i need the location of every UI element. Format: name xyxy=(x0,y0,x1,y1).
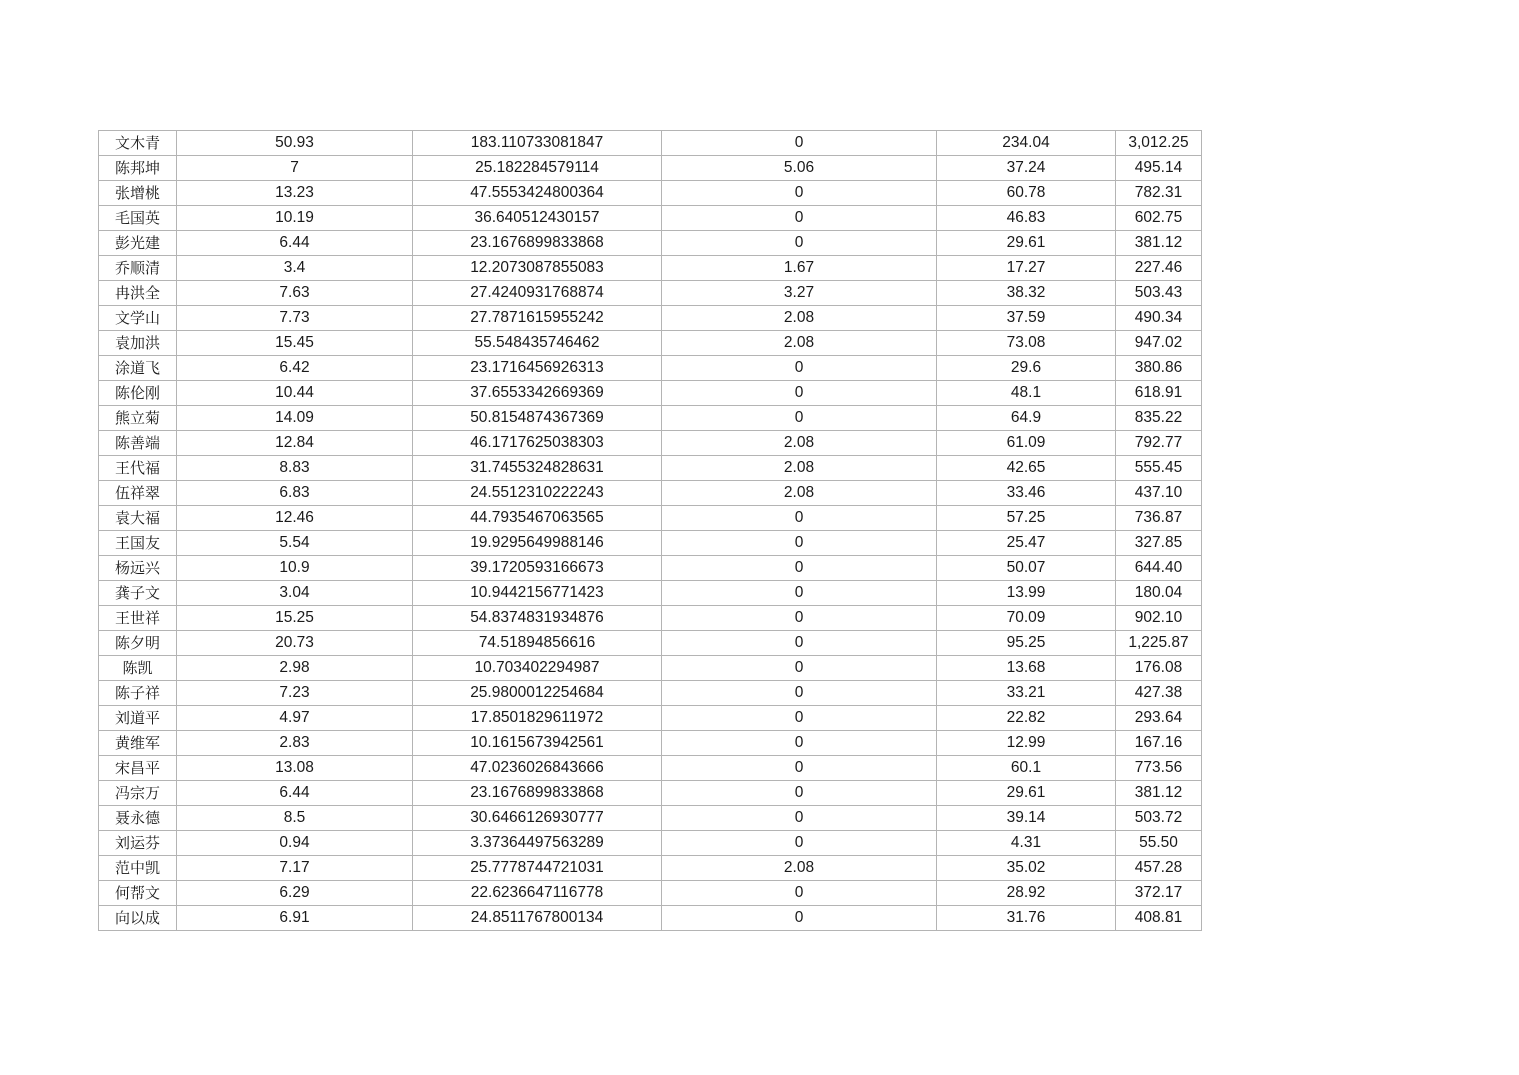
value-cell-5: 372.17 xyxy=(1116,881,1202,906)
value-cell-2: 23.1676899833868 xyxy=(413,781,662,806)
name-cell: 乔顺清 xyxy=(99,256,177,281)
value-cell-3: 2.08 xyxy=(662,306,937,331)
name-cell: 刘运芬 xyxy=(99,831,177,856)
value-cell-2: 25.7778744721031 xyxy=(413,856,662,881)
value-cell-2: 54.8374831934876 xyxy=(413,606,662,631)
value-cell-4: 46.83 xyxy=(937,206,1116,231)
value-cell-4: 29.61 xyxy=(937,781,1116,806)
value-cell-4: 33.46 xyxy=(937,481,1116,506)
value-cell-3: 0 xyxy=(662,556,937,581)
name-cell: 王国友 xyxy=(99,531,177,556)
name-cell: 张增桃 xyxy=(99,181,177,206)
value-cell-1: 7.17 xyxy=(177,856,413,881)
value-cell-1: 14.09 xyxy=(177,406,413,431)
table-row xyxy=(99,306,1202,331)
value-cell-4: 12.99 xyxy=(937,731,1116,756)
value-cell-5: 180.04 xyxy=(1116,581,1202,606)
value-cell-5: 902.10 xyxy=(1116,606,1202,631)
value-cell-4: 48.1 xyxy=(937,381,1116,406)
name-cell: 聂永德 xyxy=(99,806,177,831)
value-cell-1: 15.25 xyxy=(177,606,413,631)
value-cell-1: 13.23 xyxy=(177,181,413,206)
name-cell: 何帮文 xyxy=(99,881,177,906)
name-cell: 熊立菊 xyxy=(99,406,177,431)
value-cell-1: 15.45 xyxy=(177,331,413,356)
value-cell-5: 835.22 xyxy=(1116,406,1202,431)
table-row xyxy=(99,281,1202,306)
value-cell-3: 0 xyxy=(662,706,937,731)
name-cell: 彭光建 xyxy=(99,231,177,256)
value-cell-3: 1.67 xyxy=(662,256,937,281)
table-row xyxy=(99,881,1202,906)
value-cell-1: 13.08 xyxy=(177,756,413,781)
value-cell-1: 2.98 xyxy=(177,656,413,681)
value-cell-3: 2.08 xyxy=(662,856,937,881)
value-cell-3: 0 xyxy=(662,756,937,781)
name-cell: 刘道平 xyxy=(99,706,177,731)
value-cell-4: 64.9 xyxy=(937,406,1116,431)
value-cell-5: 644.40 xyxy=(1116,556,1202,581)
value-cell-5: 1,225.87 xyxy=(1116,631,1202,656)
value-cell-2: 24.5512310222243 xyxy=(413,481,662,506)
value-cell-5: 503.43 xyxy=(1116,281,1202,306)
value-cell-3: 0 xyxy=(662,806,937,831)
value-cell-5: 457.28 xyxy=(1116,856,1202,881)
value-cell-3: 0 xyxy=(662,231,937,256)
value-cell-2: 183.110733081847 xyxy=(413,131,662,156)
value-cell-2: 37.6553342669369 xyxy=(413,381,662,406)
value-cell-1: 6.42 xyxy=(177,356,413,381)
table-row xyxy=(99,856,1202,881)
value-cell-4: 38.32 xyxy=(937,281,1116,306)
value-cell-1: 6.44 xyxy=(177,781,413,806)
value-cell-1: 12.46 xyxy=(177,506,413,531)
value-cell-2: 10.1615673942561 xyxy=(413,731,662,756)
table-row xyxy=(99,331,1202,356)
value-cell-5: 293.64 xyxy=(1116,706,1202,731)
value-cell-1: 10.9 xyxy=(177,556,413,581)
value-cell-4: 42.65 xyxy=(937,456,1116,481)
value-cell-2: 47.0236026843666 xyxy=(413,756,662,781)
value-cell-2: 25.182284579114 xyxy=(413,156,662,181)
table-row xyxy=(99,381,1202,406)
value-cell-3: 5.06 xyxy=(662,156,937,181)
name-cell: 文学山 xyxy=(99,306,177,331)
value-cell-3: 0 xyxy=(662,356,937,381)
value-cell-3: 0 xyxy=(662,506,937,531)
value-cell-2: 36.640512430157 xyxy=(413,206,662,231)
value-cell-3: 0 xyxy=(662,731,937,756)
name-cell: 毛国英 xyxy=(99,206,177,231)
table-row xyxy=(99,256,1202,281)
value-cell-3: 0 xyxy=(662,131,937,156)
value-cell-4: 37.24 xyxy=(937,156,1116,181)
value-cell-1: 2.83 xyxy=(177,731,413,756)
value-cell-1: 8.5 xyxy=(177,806,413,831)
value-cell-3: 0 xyxy=(662,831,937,856)
value-cell-5: 602.75 xyxy=(1116,206,1202,231)
value-cell-3: 0 xyxy=(662,906,937,931)
value-cell-5: 555.45 xyxy=(1116,456,1202,481)
table-row xyxy=(99,406,1202,431)
table-row xyxy=(99,456,1202,481)
value-cell-4: 4.31 xyxy=(937,831,1116,856)
value-cell-2: 47.5553424800364 xyxy=(413,181,662,206)
value-cell-4: 234.04 xyxy=(937,131,1116,156)
value-cell-1: 6.91 xyxy=(177,906,413,931)
table-row xyxy=(99,231,1202,256)
name-cell: 袁加洪 xyxy=(99,331,177,356)
value-cell-1: 5.54 xyxy=(177,531,413,556)
name-cell: 陈善端 xyxy=(99,431,177,456)
value-cell-4: 70.09 xyxy=(937,606,1116,631)
value-cell-3: 2.08 xyxy=(662,481,937,506)
value-cell-5: 408.81 xyxy=(1116,906,1202,931)
value-cell-2: 17.8501829611972 xyxy=(413,706,662,731)
value-cell-1: 6.83 xyxy=(177,481,413,506)
value-cell-3: 0 xyxy=(662,881,937,906)
value-cell-1: 7.23 xyxy=(177,681,413,706)
value-cell-4: 25.47 xyxy=(937,531,1116,556)
value-cell-2: 24.8511767800134 xyxy=(413,906,662,931)
name-cell: 范中凯 xyxy=(99,856,177,881)
name-cell: 袁大福 xyxy=(99,506,177,531)
value-cell-1: 6.44 xyxy=(177,231,413,256)
value-cell-5: 437.10 xyxy=(1116,481,1202,506)
value-cell-3: 0 xyxy=(662,656,937,681)
value-cell-2: 46.1717625038303 xyxy=(413,431,662,456)
value-cell-1: 8.83 xyxy=(177,456,413,481)
value-cell-3: 0 xyxy=(662,581,937,606)
value-cell-5: 782.31 xyxy=(1116,181,1202,206)
value-cell-2: 19.9295649988146 xyxy=(413,531,662,556)
value-cell-4: 57.25 xyxy=(937,506,1116,531)
name-cell: 向以成 xyxy=(99,906,177,931)
value-cell-2: 12.2073087855083 xyxy=(413,256,662,281)
table-row xyxy=(99,356,1202,381)
value-cell-3: 2.08 xyxy=(662,456,937,481)
value-cell-4: 61.09 xyxy=(937,431,1116,456)
name-cell: 伍祥翠 xyxy=(99,481,177,506)
value-cell-5: 736.87 xyxy=(1116,506,1202,531)
value-cell-5: 3,012.25 xyxy=(1116,131,1202,156)
value-cell-1: 20.73 xyxy=(177,631,413,656)
table-row xyxy=(99,131,1202,156)
table-row xyxy=(99,906,1202,931)
value-cell-3: 0 xyxy=(662,606,937,631)
value-cell-1: 12.84 xyxy=(177,431,413,456)
table-row xyxy=(99,731,1202,756)
value-cell-2: 30.6466126930777 xyxy=(413,806,662,831)
value-cell-4: 22.82 xyxy=(937,706,1116,731)
value-cell-1: 0.94 xyxy=(177,831,413,856)
value-cell-2: 22.6236647116778 xyxy=(413,881,662,906)
value-cell-3: 0 xyxy=(662,206,937,231)
value-cell-5: 381.12 xyxy=(1116,781,1202,806)
value-cell-4: 17.27 xyxy=(937,256,1116,281)
value-cell-2: 55.548435746462 xyxy=(413,331,662,356)
value-cell-5: 618.91 xyxy=(1116,381,1202,406)
value-cell-2: 27.4240931768874 xyxy=(413,281,662,306)
value-cell-3: 2.08 xyxy=(662,331,937,356)
table-row xyxy=(99,706,1202,731)
value-cell-2: 39.1720593166673 xyxy=(413,556,662,581)
value-cell-4: 29.61 xyxy=(937,231,1116,256)
value-cell-5: 947.02 xyxy=(1116,331,1202,356)
table-row xyxy=(99,756,1202,781)
name-cell: 陈子祥 xyxy=(99,681,177,706)
value-cell-4: 29.6 xyxy=(937,356,1116,381)
value-cell-4: 60.78 xyxy=(937,181,1116,206)
name-cell: 王世祥 xyxy=(99,606,177,631)
value-cell-5: 490.34 xyxy=(1116,306,1202,331)
table-row xyxy=(99,681,1202,706)
table-row xyxy=(99,781,1202,806)
value-cell-5: 55.50 xyxy=(1116,831,1202,856)
value-cell-4: 37.59 xyxy=(937,306,1116,331)
value-cell-3: 0 xyxy=(662,631,937,656)
value-cell-5: 503.72 xyxy=(1116,806,1202,831)
value-cell-5: 792.77 xyxy=(1116,431,1202,456)
table-row xyxy=(99,206,1202,231)
name-cell: 陈邦坤 xyxy=(99,156,177,181)
value-cell-2: 74.51894856616 xyxy=(413,631,662,656)
value-cell-1: 10.19 xyxy=(177,206,413,231)
value-cell-5: 495.14 xyxy=(1116,156,1202,181)
name-cell: 冯宗万 xyxy=(99,781,177,806)
value-cell-1: 6.29 xyxy=(177,881,413,906)
value-cell-1: 50.93 xyxy=(177,131,413,156)
table-row xyxy=(99,556,1202,581)
value-cell-3: 0 xyxy=(662,531,937,556)
value-cell-4: 50.07 xyxy=(937,556,1116,581)
table-row xyxy=(99,431,1202,456)
value-cell-4: 60.1 xyxy=(937,756,1116,781)
value-cell-4: 35.02 xyxy=(937,856,1116,881)
table-row xyxy=(99,481,1202,506)
value-cell-2: 44.7935467063565 xyxy=(413,506,662,531)
value-cell-4: 39.14 xyxy=(937,806,1116,831)
name-cell: 王代福 xyxy=(99,456,177,481)
value-cell-2: 10.9442156771423 xyxy=(413,581,662,606)
value-cell-3: 0 xyxy=(662,681,937,706)
name-cell: 龚子文 xyxy=(99,581,177,606)
table-row xyxy=(99,506,1202,531)
value-cell-5: 380.86 xyxy=(1116,356,1202,381)
value-cell-2: 27.7871615955242 xyxy=(413,306,662,331)
value-cell-1: 7 xyxy=(177,156,413,181)
value-cell-3: 0 xyxy=(662,781,937,806)
value-cell-1: 3.4 xyxy=(177,256,413,281)
value-cell-1: 7.73 xyxy=(177,306,413,331)
value-cell-4: 33.21 xyxy=(937,681,1116,706)
name-cell: 陈伦刚 xyxy=(99,381,177,406)
value-cell-3: 3.27 xyxy=(662,281,937,306)
table-row xyxy=(99,581,1202,606)
name-cell: 文木青 xyxy=(99,131,177,156)
table-row xyxy=(99,806,1202,831)
table-row xyxy=(99,531,1202,556)
value-cell-2: 25.9800012254684 xyxy=(413,681,662,706)
table-row xyxy=(99,631,1202,656)
value-cell-3: 2.08 xyxy=(662,431,937,456)
name-cell: 冉洪全 xyxy=(99,281,177,306)
value-cell-5: 327.85 xyxy=(1116,531,1202,556)
value-cell-3: 0 xyxy=(662,381,937,406)
value-cell-2: 31.7455324828631 xyxy=(413,456,662,481)
data-table xyxy=(98,130,1202,931)
name-cell: 杨远兴 xyxy=(99,556,177,581)
value-cell-4: 28.92 xyxy=(937,881,1116,906)
value-cell-4: 13.99 xyxy=(937,581,1116,606)
value-cell-1: 3.04 xyxy=(177,581,413,606)
value-cell-5: 176.08 xyxy=(1116,656,1202,681)
table-row xyxy=(99,831,1202,856)
value-cell-4: 13.68 xyxy=(937,656,1116,681)
name-cell: 陈夕明 xyxy=(99,631,177,656)
name-cell: 陈凯 xyxy=(99,656,177,681)
value-cell-4: 73.08 xyxy=(937,331,1116,356)
name-cell: 涂道飞 xyxy=(99,356,177,381)
value-cell-3: 0 xyxy=(662,406,937,431)
value-cell-5: 167.16 xyxy=(1116,731,1202,756)
name-cell: 宋昌平 xyxy=(99,756,177,781)
table-row xyxy=(99,656,1202,681)
table-row xyxy=(99,606,1202,631)
value-cell-5: 227.46 xyxy=(1116,256,1202,281)
value-cell-5: 773.56 xyxy=(1116,756,1202,781)
value-cell-4: 95.25 xyxy=(937,631,1116,656)
table-row xyxy=(99,181,1202,206)
name-cell: 黄维军 xyxy=(99,731,177,756)
value-cell-4: 31.76 xyxy=(937,906,1116,931)
table-body xyxy=(99,131,1202,931)
value-cell-3: 0 xyxy=(662,181,937,206)
value-cell-2: 23.1676899833868 xyxy=(413,231,662,256)
value-cell-1: 4.97 xyxy=(177,706,413,731)
table-row xyxy=(99,156,1202,181)
value-cell-1: 10.44 xyxy=(177,381,413,406)
value-cell-5: 427.38 xyxy=(1116,681,1202,706)
value-cell-1: 7.63 xyxy=(177,281,413,306)
value-cell-2: 50.8154874367369 xyxy=(413,406,662,431)
value-cell-2: 3.37364497563289 xyxy=(413,831,662,856)
value-cell-2: 10.703402294987 xyxy=(413,656,662,681)
value-cell-5: 381.12 xyxy=(1116,231,1202,256)
value-cell-2: 23.1716456926313 xyxy=(413,356,662,381)
